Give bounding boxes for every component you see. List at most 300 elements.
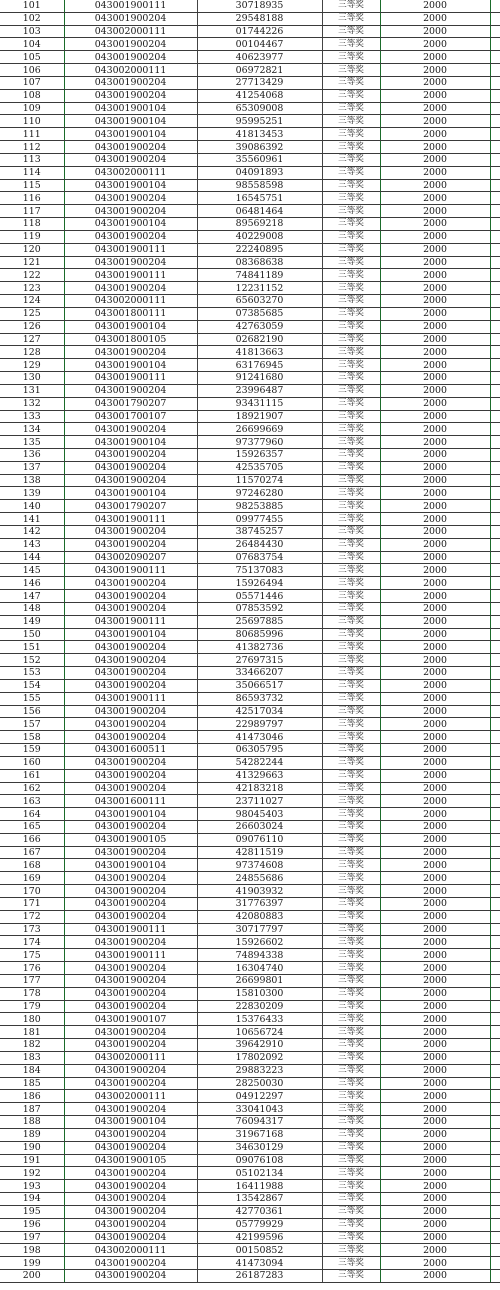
prize-cell: 三等奖	[322, 230, 380, 243]
seq-cell: 164	[0, 808, 64, 821]
edge-spacer-cell	[490, 1167, 500, 1180]
table-row	[0, 513, 500, 526]
amount-cell: 2000	[380, 102, 490, 115]
prize-cell: 三等奖	[322, 654, 380, 667]
prize-cell: 三等奖	[322, 179, 380, 192]
code-cell: 043001900104	[64, 320, 197, 333]
prize-cell: 三等奖	[322, 1244, 380, 1257]
number-cell: 28250030	[197, 1077, 322, 1090]
seq-cell: 167	[0, 846, 64, 859]
code-cell: 043001900111	[64, 0, 197, 12]
seq-cell: 144	[0, 551, 64, 564]
table-row	[0, 372, 500, 385]
amount-cell: 2000	[380, 987, 490, 1000]
table-row	[0, 872, 500, 885]
amount-cell: 2000	[380, 949, 490, 962]
seq-cell: 171	[0, 897, 64, 910]
amount-cell: 2000	[380, 128, 490, 141]
number-cell: 42770361	[197, 1205, 322, 1218]
number-cell: 29883223	[197, 1064, 322, 1077]
prize-cell: 三等奖	[322, 1141, 380, 1154]
seq-cell: 138	[0, 474, 64, 487]
number-cell: 01744226	[197, 25, 322, 38]
edge-spacer-cell	[490, 1128, 500, 1141]
prize-cell: 三等奖	[322, 461, 380, 474]
seq-cell: 143	[0, 538, 64, 551]
amount-cell: 2000	[380, 936, 490, 949]
edge-spacer-cell	[490, 1039, 500, 1052]
prize-cell: 三等奖	[322, 307, 380, 320]
seq-cell: 180	[0, 1013, 64, 1026]
edge-spacer-cell	[490, 705, 500, 718]
table-row	[0, 179, 500, 192]
number-cell: 16411988	[197, 1180, 322, 1193]
edge-spacer-cell	[490, 1077, 500, 1090]
prize-cell: 三等奖	[322, 102, 380, 115]
table-row	[0, 51, 500, 64]
amount-cell: 2000	[380, 166, 490, 179]
edge-spacer-cell	[490, 346, 500, 359]
table-row	[0, 474, 500, 487]
code-cell: 043001900204	[64, 654, 197, 667]
prize-cell: 三等奖	[322, 615, 380, 628]
code-cell: 043001900204	[64, 346, 197, 359]
table-row	[0, 269, 500, 282]
number-cell: 15926602	[197, 936, 322, 949]
seq-cell: 192	[0, 1167, 64, 1180]
number-cell: 00104467	[197, 38, 322, 51]
prize-cell: 三等奖	[322, 141, 380, 154]
code-cell: 043001790207	[64, 500, 197, 513]
code-cell: 043001900204	[64, 448, 197, 461]
number-cell: 42535705	[197, 461, 322, 474]
prize-cell: 三等奖	[322, 256, 380, 269]
number-cell: 89569218	[197, 218, 322, 231]
seq-cell: 189	[0, 1128, 64, 1141]
amount-cell: 2000	[380, 410, 490, 423]
edge-spacer-cell	[490, 615, 500, 628]
edge-spacer-cell	[490, 872, 500, 885]
amount-cell: 2000	[380, 333, 490, 346]
code-cell: 043001900104	[64, 218, 197, 231]
seq-cell: 147	[0, 590, 64, 603]
prize-cell: 三等奖	[322, 384, 380, 397]
amount-cell: 2000	[380, 538, 490, 551]
amount-cell: 2000	[380, 641, 490, 654]
table-row	[0, 1193, 500, 1206]
edge-spacer-cell	[490, 949, 500, 962]
edge-spacer-cell	[490, 307, 500, 320]
prize-cell: 三等奖	[322, 628, 380, 641]
number-cell: 91241680	[197, 372, 322, 385]
code-cell: 043002000111	[64, 1244, 197, 1257]
seq-cell: 108	[0, 89, 64, 102]
edge-spacer-cell	[490, 410, 500, 423]
amount-cell: 2000	[380, 436, 490, 449]
amount-cell: 2000	[380, 0, 490, 12]
number-cell: 05779929	[197, 1218, 322, 1231]
code-cell: 043001900204	[64, 667, 197, 680]
amount-cell: 2000	[380, 667, 490, 680]
prize-cell: 三等奖	[322, 320, 380, 333]
seq-cell: 191	[0, 1154, 64, 1167]
table-row	[0, 1116, 500, 1129]
code-cell: 043001900204	[64, 1193, 197, 1206]
table-row	[0, 590, 500, 603]
prize-cell: 三等奖	[322, 333, 380, 346]
code-cell: 043001900204	[64, 1064, 197, 1077]
prize-cell: 三等奖	[322, 795, 380, 808]
prize-cell: 三等奖	[322, 692, 380, 705]
amount-cell: 2000	[380, 25, 490, 38]
table-row	[0, 448, 500, 461]
edge-spacer-cell	[490, 1141, 500, 1154]
seq-cell: 165	[0, 821, 64, 834]
code-cell: 043001700107	[64, 410, 197, 423]
seq-cell: 142	[0, 525, 64, 538]
number-cell: 63176945	[197, 359, 322, 372]
seq-cell: 137	[0, 461, 64, 474]
number-cell: 74894338	[197, 949, 322, 962]
seq-cell: 131	[0, 384, 64, 397]
amount-cell: 2000	[380, 1077, 490, 1090]
code-cell: 043001900104	[64, 359, 197, 372]
number-cell: 07853592	[197, 602, 322, 615]
edge-spacer-cell	[490, 525, 500, 538]
seq-cell: 159	[0, 744, 64, 757]
edge-spacer-cell	[490, 372, 500, 385]
seq-cell: 116	[0, 192, 64, 205]
amount-cell: 2000	[380, 38, 490, 51]
prize-cell: 三等奖	[322, 885, 380, 898]
edge-spacer-cell	[490, 1090, 500, 1103]
amount-cell: 2000	[380, 962, 490, 975]
table-row	[0, 192, 500, 205]
table-row	[0, 1205, 500, 1218]
amount-cell: 2000	[380, 359, 490, 372]
number-cell: 09076108	[197, 1154, 322, 1167]
amount-cell: 2000	[380, 1013, 490, 1026]
table-row	[0, 923, 500, 936]
prize-cell: 三等奖	[322, 962, 380, 975]
code-cell: 043001900204	[64, 230, 197, 243]
seq-cell: 161	[0, 769, 64, 782]
code-cell: 043002000111	[64, 1090, 197, 1103]
number-cell: 33041043	[197, 1103, 322, 1116]
number-cell: 23711027	[197, 795, 322, 808]
table-row	[0, 1154, 500, 1167]
prize-cell: 三等奖	[322, 1257, 380, 1270]
number-cell: 31967168	[197, 1128, 322, 1141]
number-cell: 16304740	[197, 962, 322, 975]
code-cell: 043001900104	[64, 859, 197, 872]
edge-spacer-cell	[490, 1064, 500, 1077]
prize-cell: 三等奖	[322, 782, 380, 795]
table-row	[0, 974, 500, 987]
number-cell: 25697885	[197, 615, 322, 628]
edge-spacer-cell	[490, 115, 500, 128]
edge-spacer-cell	[490, 795, 500, 808]
prize-cell: 三等奖	[322, 525, 380, 538]
table-row	[0, 821, 500, 834]
table-row	[0, 885, 500, 898]
prize-cell: 三等奖	[322, 423, 380, 436]
table-row	[0, 936, 500, 949]
code-cell: 043001900104	[64, 487, 197, 500]
prize-cell: 三等奖	[322, 821, 380, 834]
edge-spacer-cell	[490, 833, 500, 846]
seq-cell: 125	[0, 307, 64, 320]
table-row	[0, 243, 500, 256]
number-cell: 54282244	[197, 756, 322, 769]
code-cell: 043001900204	[64, 1257, 197, 1270]
seq-cell: 157	[0, 718, 64, 731]
seq-cell: 117	[0, 205, 64, 218]
number-cell: 80685996	[197, 628, 322, 641]
number-cell: 41813663	[197, 346, 322, 359]
prize-cell: 三等奖	[322, 1103, 380, 1116]
seq-cell: 141	[0, 513, 64, 526]
amount-cell: 2000	[380, 795, 490, 808]
code-cell: 043002000111	[64, 64, 197, 77]
prize-cell: 三等奖	[322, 487, 380, 500]
code-cell: 043001900204	[64, 205, 197, 218]
seq-cell: 190	[0, 1141, 64, 1154]
code-cell: 043001900204	[64, 256, 197, 269]
number-cell: 04091893	[197, 166, 322, 179]
table-row	[0, 1039, 500, 1052]
amount-cell: 2000	[380, 974, 490, 987]
table-row	[0, 38, 500, 51]
edge-spacer-cell	[490, 1180, 500, 1193]
edge-spacer-cell	[490, 179, 500, 192]
edge-spacer-cell	[490, 51, 500, 64]
number-cell: 22989797	[197, 718, 322, 731]
edge-spacer-cell	[490, 500, 500, 513]
table-row	[0, 1180, 500, 1193]
amount-cell: 2000	[380, 577, 490, 590]
seq-cell: 149	[0, 615, 64, 628]
edge-spacer-cell	[490, 243, 500, 256]
number-cell: 18921907	[197, 410, 322, 423]
prize-cell: 三等奖	[322, 1039, 380, 1052]
amount-cell: 2000	[380, 282, 490, 295]
amount-cell: 2000	[380, 628, 490, 641]
table-row	[0, 0, 500, 12]
number-cell: 23996487	[197, 384, 322, 397]
prize-cell: 三等奖	[322, 192, 380, 205]
amount-cell: 2000	[380, 89, 490, 102]
code-cell: 043001900104	[64, 436, 197, 449]
code-cell: 043001900204	[64, 1039, 197, 1052]
table-row	[0, 641, 500, 654]
prize-cell: 三等奖	[322, 1064, 380, 1077]
code-cell: 043001900111	[64, 513, 197, 526]
code-cell: 043001900204	[64, 974, 197, 987]
code-cell: 043001900111	[64, 564, 197, 577]
amount-cell: 2000	[380, 679, 490, 692]
table-row	[0, 705, 500, 718]
table-row	[0, 256, 500, 269]
edge-spacer-cell	[490, 192, 500, 205]
seq-cell: 200	[0, 1269, 64, 1282]
seq-cell: 118	[0, 218, 64, 231]
table-row	[0, 1244, 500, 1257]
edge-spacer-cell	[490, 1231, 500, 1244]
amount-cell: 2000	[380, 872, 490, 885]
prize-cell: 三等奖	[322, 205, 380, 218]
table-row	[0, 538, 500, 551]
prize-cell: 三等奖	[322, 872, 380, 885]
amount-cell: 2000	[380, 1218, 490, 1231]
edge-spacer-cell	[490, 166, 500, 179]
prize-cell: 三等奖	[322, 705, 380, 718]
prize-cell: 三等奖	[322, 295, 380, 308]
edge-spacer-cell	[490, 923, 500, 936]
code-cell: 043001900104	[64, 1116, 197, 1129]
edge-spacer-cell	[490, 718, 500, 731]
edge-spacer-cell	[490, 1193, 500, 1206]
table-row	[0, 782, 500, 795]
code-cell: 043001900204	[64, 525, 197, 538]
amount-cell: 2000	[380, 372, 490, 385]
amount-cell: 2000	[380, 448, 490, 461]
table-row	[0, 987, 500, 1000]
prize-cell: 三等奖	[322, 474, 380, 487]
prize-cell: 三等奖	[322, 1231, 380, 1244]
prize-cell: 三等奖	[322, 513, 380, 526]
amount-cell: 2000	[380, 1116, 490, 1129]
number-cell: 26699801	[197, 974, 322, 987]
code-cell: 043001900204	[64, 872, 197, 885]
code-cell: 043001900104	[64, 628, 197, 641]
number-cell: 05571446	[197, 590, 322, 603]
number-cell: 65603270	[197, 295, 322, 308]
table-row	[0, 564, 500, 577]
number-cell: 16545751	[197, 192, 322, 205]
edge-spacer-cell	[490, 628, 500, 641]
number-cell: 42517034	[197, 705, 322, 718]
code-cell: 043001900105	[64, 1154, 197, 1167]
table-row	[0, 910, 500, 923]
edge-spacer-cell	[490, 910, 500, 923]
code-cell: 043001900204	[64, 1167, 197, 1180]
amount-cell: 2000	[380, 859, 490, 872]
seq-cell: 174	[0, 936, 64, 949]
seq-cell: 128	[0, 346, 64, 359]
code-cell: 043001800111	[64, 307, 197, 320]
prize-cell: 三等奖	[322, 590, 380, 603]
prize-cell: 三等奖	[322, 1000, 380, 1013]
table-row	[0, 64, 500, 77]
code-cell: 043001900204	[64, 756, 197, 769]
amount-cell: 2000	[380, 1103, 490, 1116]
number-cell: 74841189	[197, 269, 322, 282]
number-cell: 42183218	[197, 782, 322, 795]
table-row	[0, 487, 500, 500]
table-row	[0, 1231, 500, 1244]
amount-cell: 2000	[380, 885, 490, 898]
table-row	[0, 1013, 500, 1026]
code-cell: 043001900204	[64, 987, 197, 1000]
edge-spacer-cell	[490, 1218, 500, 1231]
prize-cell: 三等奖	[322, 923, 380, 936]
number-cell: 06481464	[197, 205, 322, 218]
number-cell: 06972821	[197, 64, 322, 77]
prize-cell: 三等奖	[322, 679, 380, 692]
code-cell: 043001900204	[64, 12, 197, 25]
prize-cell: 三等奖	[322, 1154, 380, 1167]
table-row	[0, 1051, 500, 1064]
amount-cell: 2000	[380, 218, 490, 231]
seq-cell: 112	[0, 141, 64, 154]
code-cell: 043001900111	[64, 372, 197, 385]
table-row	[0, 359, 500, 372]
amount-cell: 2000	[380, 602, 490, 615]
amount-cell: 2000	[380, 295, 490, 308]
seq-cell: 177	[0, 974, 64, 987]
code-cell: 043001900204	[64, 384, 197, 397]
code-cell: 043001900204	[64, 602, 197, 615]
code-cell: 043001900104	[64, 115, 197, 128]
seq-cell: 158	[0, 731, 64, 744]
code-cell: 043001900204	[64, 1026, 197, 1039]
code-cell: 043001900204	[64, 141, 197, 154]
prize-cell: 三等奖	[322, 846, 380, 859]
edge-spacer-cell	[490, 256, 500, 269]
number-cell: 98558598	[197, 179, 322, 192]
seq-cell: 153	[0, 667, 64, 680]
prize-cell: 三等奖	[322, 602, 380, 615]
seq-cell: 135	[0, 436, 64, 449]
table-row	[0, 756, 500, 769]
table-row	[0, 461, 500, 474]
number-cell: 15926357	[197, 448, 322, 461]
prize-cell: 三等奖	[322, 949, 380, 962]
seq-cell: 185	[0, 1077, 64, 1090]
amount-cell: 2000	[380, 590, 490, 603]
amount-cell: 2000	[380, 1090, 490, 1103]
prize-cell: 三等奖	[322, 128, 380, 141]
prize-cell: 三等奖	[322, 410, 380, 423]
seq-cell: 114	[0, 166, 64, 179]
number-cell: 41473046	[197, 731, 322, 744]
number-cell: 42080883	[197, 910, 322, 923]
amount-cell: 2000	[380, 1244, 490, 1257]
edge-spacer-cell	[490, 25, 500, 38]
amount-cell: 2000	[380, 1180, 490, 1193]
code-cell: 043002000111	[64, 295, 197, 308]
code-cell: 043001900107	[64, 1013, 197, 1026]
table-row	[0, 962, 500, 975]
code-cell: 043001900204	[64, 282, 197, 295]
edge-spacer-cell	[490, 897, 500, 910]
edge-spacer-cell	[490, 423, 500, 436]
amount-cell: 2000	[380, 384, 490, 397]
code-cell: 043001900204	[64, 1141, 197, 1154]
table-row	[0, 397, 500, 410]
seq-cell: 176	[0, 962, 64, 975]
code-cell: 043001900204	[64, 461, 197, 474]
number-cell: 40229008	[197, 230, 322, 243]
code-cell: 043001900204	[64, 962, 197, 975]
number-cell: 06305795	[197, 744, 322, 757]
prize-cell: 三等奖	[322, 641, 380, 654]
seq-cell: 148	[0, 602, 64, 615]
prize-cell: 三等奖	[322, 1193, 380, 1206]
edge-spacer-cell	[490, 205, 500, 218]
prize-cell: 三等奖	[322, 756, 380, 769]
